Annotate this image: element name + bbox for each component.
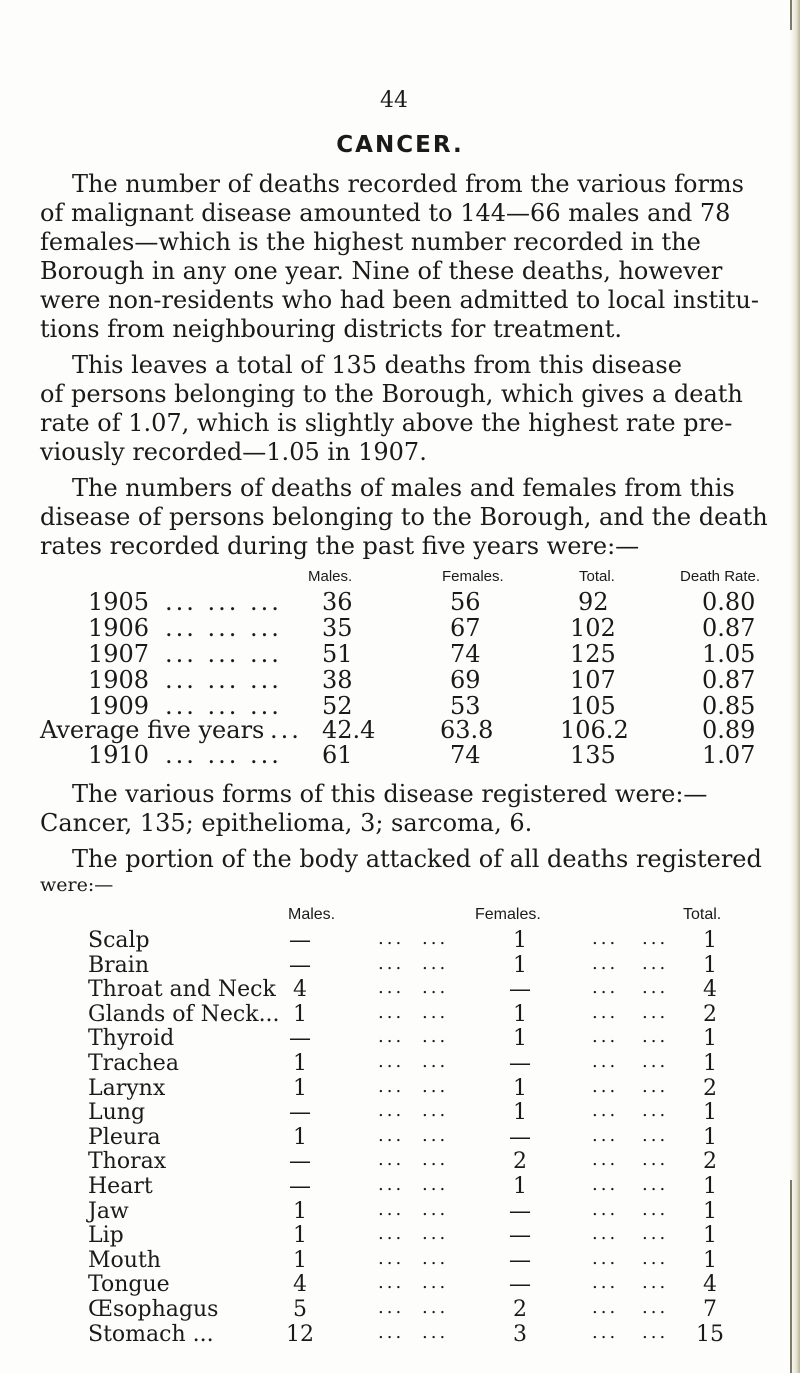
column-header-death-rate: Death Rate.: [680, 568, 761, 585]
cell-total: 1: [703, 953, 717, 978]
leader-dots: ...: [378, 1322, 405, 1343]
text-line: were non-residents who had been admitted to local institu-: [40, 286, 759, 314]
cell-males: 52: [322, 692, 353, 720]
leader-dots: ...: [592, 1002, 619, 1023]
cell-total: 125: [570, 640, 616, 668]
row-label: Tongue: [88, 1272, 170, 1297]
cell-total: 4: [703, 977, 717, 1002]
row-label: 1905: [88, 588, 150, 616]
leader-dots: ...: [378, 1026, 405, 1047]
cell-males: —: [289, 1026, 311, 1051]
leader-dots: ...: [592, 1248, 619, 1269]
text-line: rates recorded during the past five years were:—: [40, 532, 640, 560]
leader-dots: ...: [422, 1100, 449, 1121]
cell-females: —: [509, 1125, 531, 1150]
cell-total: 107: [570, 666, 616, 694]
cell-males: 35: [322, 614, 353, 642]
cell-death-rate: 1.07: [702, 741, 756, 769]
leader-dots: ...: [422, 1223, 449, 1244]
cell-males: 1: [293, 1076, 307, 1101]
row-label: Throat and Neck: [88, 977, 276, 1002]
leader-dots: ...: [422, 1248, 449, 1269]
leader-dots: ...: [378, 1100, 405, 1121]
leader-dots: ...: [592, 1149, 619, 1170]
leader-dots: ...: [422, 1051, 449, 1072]
leader-dots: ...: [422, 1149, 449, 1170]
cell-males: 36: [322, 588, 353, 616]
cell-death-rate: 0.87: [702, 666, 756, 694]
text-line: The number of deaths recorded from the various forms: [72, 170, 744, 198]
cell-females: 53: [450, 692, 481, 720]
cell-females: 1: [513, 1174, 527, 1199]
leader-dots: ...: [642, 1100, 669, 1121]
leader-dots: ...: [592, 953, 619, 974]
cell-total: 1: [703, 1125, 717, 1150]
leader-dots: ...: [642, 1174, 669, 1195]
leader-dots: ...: [378, 1149, 405, 1170]
leader-dots: ...: [378, 1051, 405, 1072]
cell-death-rate: 0.87: [702, 614, 756, 642]
leader-dots: ...: [642, 1051, 669, 1072]
cell-females: —: [509, 1272, 531, 1297]
cell-total: 1: [703, 1100, 717, 1125]
row-label: Larynx: [88, 1076, 166, 1101]
cell-males: —: [289, 928, 311, 953]
leader-dots: ...: [642, 953, 669, 974]
leader-dots: ...: [592, 1026, 619, 1047]
cell-total: 1: [703, 1174, 717, 1199]
cell-total: 105: [570, 692, 616, 720]
cell-total: 135: [570, 741, 616, 769]
row-label: 1909: [88, 692, 150, 720]
page-edge-shadow: [790, 0, 800, 1373]
cell-males: —: [289, 1149, 311, 1174]
cell-females: —: [509, 977, 531, 1002]
row-label: Pleura: [88, 1125, 161, 1150]
text-line: of persons belonging to the Borough, which gives a death: [40, 380, 743, 408]
cell-total: 1: [703, 1051, 717, 1076]
cell-males: —: [289, 1174, 311, 1199]
cell-females: 74: [450, 741, 481, 769]
cell-males: —: [289, 1100, 311, 1125]
row-label: Jaw: [88, 1199, 129, 1224]
cell-males: —: [289, 953, 311, 978]
row-label: Scalp: [88, 928, 150, 953]
leader-dots: ...: [378, 1174, 405, 1195]
row-label: 1910: [88, 741, 150, 769]
row-label: Stomach ...: [88, 1322, 214, 1347]
leader-dots: ...: [378, 1272, 405, 1293]
leader-dots: ... ... ...: [165, 588, 282, 616]
cell-total: 2: [703, 1149, 717, 1174]
leader-dots: ...: [592, 1272, 619, 1293]
leader-dots: ...: [592, 1297, 619, 1318]
cell-total: 1: [703, 1199, 717, 1224]
cell-females: —: [509, 1248, 531, 1273]
leader-dots: ...: [422, 928, 449, 949]
cell-total: 1: [703, 928, 717, 953]
text-line: were:—: [40, 874, 114, 896]
column-header-total: Total.: [683, 906, 722, 923]
leader-dots: ...: [592, 977, 619, 998]
cell-total: 4: [703, 1272, 717, 1297]
leader-dots: ...: [378, 1002, 405, 1023]
text-line: This leaves a total of 135 deaths from this disease: [72, 351, 682, 379]
leader-dots: ...: [422, 953, 449, 974]
cell-death-rate: 0.85: [702, 692, 756, 720]
leader-dots: ...: [592, 1076, 619, 1097]
cell-death-rate: 1.05: [702, 640, 756, 668]
cell-females: 2: [513, 1297, 527, 1322]
leader-dots: ...: [592, 1174, 619, 1195]
leader-dots: ...: [592, 1100, 619, 1121]
leader-dots: ...: [642, 1199, 669, 1220]
leader-dots: ... ... ...: [165, 741, 282, 769]
leader-dots: ...: [642, 977, 669, 998]
cell-total: 1: [703, 1026, 717, 1051]
leader-dots: ...: [378, 1297, 405, 1318]
column-header-females: Females.: [475, 906, 541, 923]
cell-males: 51: [322, 640, 353, 668]
leader-dots: ...: [642, 1248, 669, 1269]
cell-females: —: [509, 1223, 531, 1248]
text-line: viously recorded—1.05 in 1907.: [40, 438, 427, 466]
text-line: Borough in any one year. Nine of these deaths, however: [40, 257, 723, 285]
row-label: 1906: [88, 614, 150, 642]
cell-males: 1: [293, 1223, 307, 1248]
section-heading: CANCER.: [336, 132, 464, 158]
leader-dots: ...: [592, 1125, 619, 1146]
leader-dots: ...: [422, 1002, 449, 1023]
cell-death-rate: 0.89: [702, 716, 756, 744]
leader-dots: ...: [642, 1297, 669, 1318]
leader-dots: ...: [422, 1322, 449, 1343]
leader-dots: ...: [422, 1125, 449, 1146]
cell-females: 1: [513, 1076, 527, 1101]
cell-females: —: [509, 1051, 531, 1076]
cell-total: 7: [703, 1297, 717, 1322]
leader-dots: ...: [642, 928, 669, 949]
row-label: Average five years: [40, 716, 265, 744]
cell-total: 92: [578, 588, 609, 616]
leader-dots: ...: [642, 1125, 669, 1146]
cell-males: 1: [293, 1002, 307, 1027]
leader-dots: ...: [592, 1199, 619, 1220]
row-label: Mouth: [88, 1248, 161, 1273]
text-line: The various forms of this disease registered were:—: [72, 780, 708, 808]
cell-total: 2: [703, 1002, 717, 1027]
leader-dots: ...: [422, 1026, 449, 1047]
cell-females: 1: [513, 1100, 527, 1125]
leader-dots: ...: [422, 1174, 449, 1195]
leader-dots: ...: [642, 1026, 669, 1047]
text-line: females—which is the highest number recorded in the: [40, 228, 701, 256]
row-label: Thyroid: [88, 1026, 175, 1051]
cell-females: 1: [513, 953, 527, 978]
leader-dots: ...: [378, 928, 405, 949]
leader-dots: ...: [422, 977, 449, 998]
cell-females: 67: [450, 614, 481, 642]
row-label: Œsophagus: [88, 1297, 219, 1322]
text-line: tions from neighbouring districts for treatment.: [40, 315, 622, 343]
cell-females: 63.8: [440, 716, 494, 744]
leader-dots: ...: [378, 1223, 405, 1244]
leader-dots: ...: [592, 928, 619, 949]
row-label: 1907: [88, 640, 150, 668]
leader-dots: ...: [422, 1199, 449, 1220]
row-label: Heart: [88, 1174, 153, 1199]
leader-dots: ...: [378, 1076, 405, 1097]
leader-dots: ...: [378, 953, 405, 974]
cell-males: 1: [293, 1125, 307, 1150]
column-header-total: Total.: [579, 568, 615, 585]
leader-dots: ...: [642, 1272, 669, 1293]
cell-females: 2: [513, 1149, 527, 1174]
column-header-males: Males.: [288, 906, 336, 923]
leader-dots: ... ... ...: [165, 640, 282, 668]
leader-dots: ...: [422, 1076, 449, 1097]
cell-females: —: [509, 1199, 531, 1224]
leader-dots: ...: [378, 977, 405, 998]
leader-dots: ... ... ...: [165, 692, 282, 720]
cell-death-rate: 0.80: [702, 588, 756, 616]
page-edge-line: [790, 0, 792, 30]
cell-males: 61: [322, 741, 353, 769]
cell-females: 1: [513, 1002, 527, 1027]
leader-dots: ...: [422, 1272, 449, 1293]
row-label: Trachea: [88, 1051, 179, 1076]
leader-dots: ...: [592, 1322, 619, 1343]
row-label: Lung: [88, 1100, 146, 1125]
cell-males: 5: [293, 1297, 307, 1322]
leader-dots: ...: [642, 1322, 669, 1343]
column-header-females: Females.: [442, 568, 504, 585]
cell-females: 74: [450, 640, 481, 668]
leader-dots: ...: [592, 1223, 619, 1244]
cell-total: 2: [703, 1076, 717, 1101]
cell-males: 12: [286, 1322, 314, 1347]
cell-females: 1: [513, 1026, 527, 1051]
cell-females: 3: [513, 1322, 527, 1347]
cell-males: 1: [293, 1051, 307, 1076]
text-line: of malignant disease amounted to 144—66 males and 78: [40, 199, 731, 227]
cell-total: 102: [570, 614, 616, 642]
row-label: Glands of Neck...: [88, 1002, 280, 1027]
row-label: 1908: [88, 666, 150, 694]
text-line: The numbers of deaths of males and females from this: [72, 474, 735, 502]
leader-dots: ...: [422, 1297, 449, 1318]
cell-males: 4: [293, 1272, 307, 1297]
text-line: disease of persons belonging to the Borough, and the death: [40, 503, 768, 531]
cell-males: 4: [293, 977, 307, 1002]
cell-males: 1: [293, 1199, 307, 1224]
row-label: Brain: [88, 953, 150, 978]
cell-females: 56: [450, 588, 481, 616]
leader-dots: ...: [642, 1149, 669, 1170]
cell-total: 15: [696, 1322, 724, 1347]
cell-males: 1: [293, 1248, 307, 1273]
cell-males: 42.4: [322, 716, 376, 744]
row-label: Thorax: [88, 1149, 167, 1174]
leader-dots: ...: [642, 1076, 669, 1097]
page-edge-line: [790, 1180, 792, 1373]
leader-dots: ... ... ...: [165, 666, 282, 694]
leader-dots: ...: [378, 1199, 405, 1220]
leader-dots: ...: [642, 1223, 669, 1244]
cell-total: 1: [703, 1248, 717, 1273]
cell-total: 106.2: [560, 716, 629, 744]
row-label: Lip: [88, 1223, 124, 1248]
leader-dots: ...: [270, 716, 302, 744]
column-header-males: Males.: [308, 568, 353, 585]
leader-dots: ... ... ...: [165, 614, 282, 642]
leader-dots: ...: [378, 1248, 405, 1269]
leader-dots: ...: [642, 1002, 669, 1023]
leader-dots: ...: [592, 1051, 619, 1072]
text-line: The portion of the body attacked of all deaths registered: [72, 845, 762, 873]
text-line: rate of 1.07, which is slightly above the highest rate pre-: [40, 409, 733, 437]
text-line: Cancer, 135; epithelioma, 3; sarcoma, 6.: [40, 809, 533, 837]
cell-total: 1: [703, 1223, 717, 1248]
page-number: 44: [380, 88, 408, 113]
cell-females: 69: [450, 666, 481, 694]
leader-dots: ...: [378, 1125, 405, 1146]
cell-females: 1: [513, 928, 527, 953]
cell-males: 38: [322, 666, 353, 694]
